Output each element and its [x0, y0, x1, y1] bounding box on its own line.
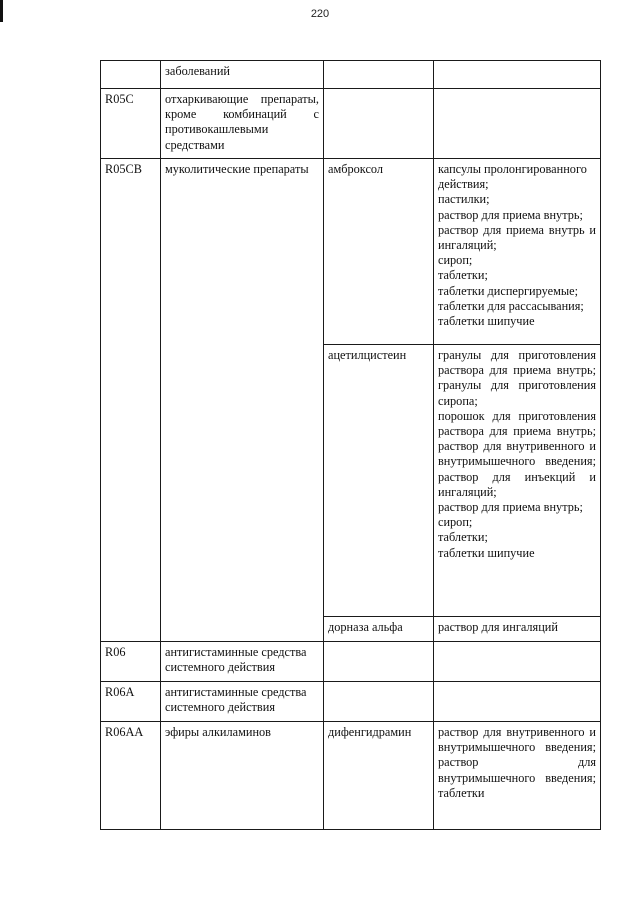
atc-code-cell: R05C	[101, 89, 161, 159]
group-name-cell: заболеваний	[161, 61, 324, 89]
substance-cell: амброксол	[324, 159, 434, 345]
dosage-form: таблетки шипучие	[438, 314, 535, 329]
dosage-form: таблетки	[438, 785, 485, 800]
dosage-forms-cell	[434, 345, 601, 617]
dosage-form: гранулы для приготовления сиропа;	[438, 378, 596, 408]
dosage-form: раствор для ингаляций	[438, 620, 558, 634]
dosage-form: таблетки диспергируемые;	[438, 283, 578, 298]
group-name-cell: антигистаминные средства системного действия	[161, 682, 324, 722]
dosage-forms-cell	[434, 617, 601, 642]
atc-code-cell: R06A	[101, 682, 161, 722]
atc-code-cell: R06AA	[101, 722, 161, 830]
dosage-forms-cell	[434, 89, 601, 159]
dosage-form: раствор для приема внутрь;	[438, 500, 583, 515]
table-row	[101, 89, 601, 159]
substance-cell	[324, 682, 434, 722]
dosage-forms-cell	[434, 61, 601, 89]
group-name-cell: муколитические препараты	[161, 159, 324, 642]
group-name-cell: антигистаминные средства системного действия	[161, 642, 324, 682]
dosage-form: раствор для внутримышечного введения;	[438, 755, 596, 785]
dosage-form: раствор для приема внутрь и ингаляций;	[438, 222, 596, 253]
table-row	[101, 61, 601, 89]
group-name-cell: эфиры алкиламинов	[161, 722, 324, 830]
dosage-form: таблетки шипучие	[438, 545, 535, 560]
group-name-cell: отхаркивающие препараты, кроме комбинаций с противокашлевыми средствами	[161, 89, 324, 159]
table-row	[101, 159, 601, 345]
dosage-form: пастилки;	[438, 192, 490, 207]
table-row	[101, 642, 601, 682]
dosage-form: раствор для внутривенного и внутримышечного введения;	[438, 725, 596, 755]
dosage-form: капсулы пролонгированного действия;	[438, 162, 587, 192]
dosage-forms-cell	[434, 682, 601, 722]
atc-code-cell	[101, 61, 161, 89]
dosage-form: сироп;	[438, 253, 473, 268]
substance-cell	[324, 89, 434, 159]
dosage-form: раствор для внутривенного и внутримышечного введения;	[438, 439, 596, 469]
dosage-forms-cell	[434, 722, 601, 830]
substance-cell: ацетилцистеин	[324, 345, 434, 617]
dosage-form: порошок для приготовления раствора для приема внутрь;	[438, 408, 596, 439]
table-row	[101, 722, 601, 830]
dosage-forms-cell	[434, 642, 601, 682]
substance-cell: дорназа альфа	[324, 617, 434, 642]
page-number: 220	[310, 8, 330, 20]
dosage-form: раствор для приема внутрь;	[438, 207, 583, 222]
substance-cell	[324, 642, 434, 682]
dosage-form: таблетки;	[438, 268, 488, 283]
dosage-form: таблетки для рассасывания;	[438, 298, 584, 313]
substance-cell	[324, 61, 434, 89]
atc-code-cell: R06	[101, 642, 161, 682]
dosage-form: раствор для инъекций и ингаляций;	[438, 469, 596, 499]
atc-code-cell: R05CB	[101, 159, 161, 642]
substance-cell: дифенгидрамин	[324, 722, 434, 830]
drug-list-table	[100, 60, 601, 830]
table-row	[101, 682, 601, 722]
dosage-form: гранулы для приготовления раствора для приема внутрь;	[438, 348, 596, 378]
dosage-form: таблетки;	[438, 530, 488, 545]
dosage-forms-cell	[434, 159, 601, 345]
dosage-form: сироп;	[438, 515, 473, 530]
